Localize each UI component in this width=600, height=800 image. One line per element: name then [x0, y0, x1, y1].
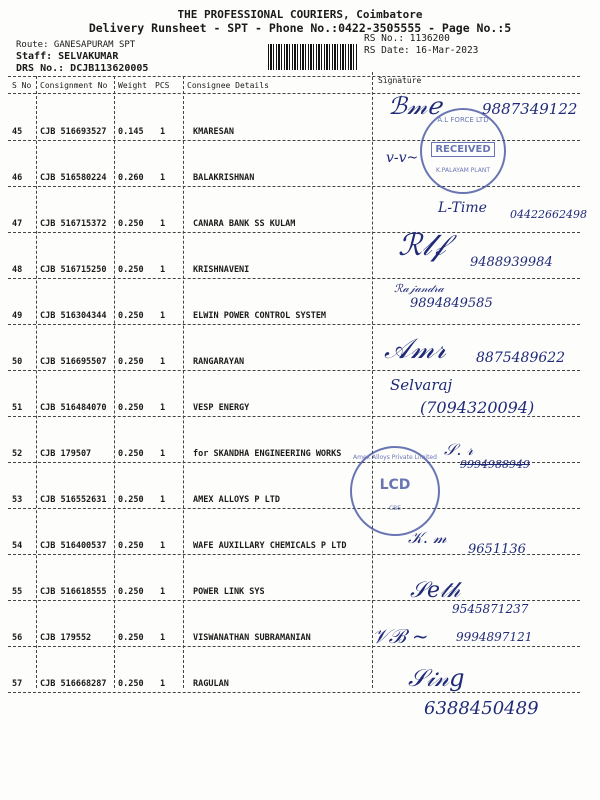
header-top-rule [8, 76, 580, 77]
row-consignment: CJB 516580224 [40, 173, 107, 183]
row-weight: 0.250 [118, 541, 144, 551]
row-consignee: RANGARAYAN [193, 357, 245, 367]
row-consignee: VESP ENERGY [193, 403, 250, 413]
col-pcs: PCS [155, 81, 170, 90]
row-sno: 51 [12, 403, 23, 413]
row-sno: 49 [12, 311, 23, 321]
row-sno: 56 [12, 633, 23, 643]
row-weight: 0.250 [118, 587, 144, 597]
row-weight: 0.250 [118, 679, 144, 689]
row-consignee: WAFE AUXILLARY CHEMICALS P LTD [193, 541, 347, 551]
row-pcs: 1 [160, 587, 166, 597]
col-sno: S No [12, 81, 32, 90]
row-sno: 52 [12, 449, 23, 459]
row-pcs: 1 [160, 679, 166, 689]
company-stamp: A.L FORCE LTD RECEIVED K.PALAYAM PLANT [420, 108, 506, 194]
col-divider [36, 76, 37, 688]
row-consignment: CJB 516400537 [40, 541, 107, 551]
signature-scrawl: 𝒮𝑒𝓉𝒽 [410, 578, 461, 603]
signature-scrawl: ℛ𝓁𝒻 [398, 228, 446, 263]
row-pcs: 1 [160, 173, 166, 183]
row-consignment: CJB 516668287 [40, 679, 107, 689]
row-weight: 0.250 [118, 633, 144, 643]
row-consignee: BALAKRISHNAN [193, 173, 255, 183]
row-rule [8, 186, 580, 187]
row-weight: 0.250 [118, 495, 144, 505]
row-weight: 0.260 [118, 173, 144, 183]
row-consignment: CJB 179507 [40, 449, 92, 459]
row-pcs: 1 [160, 127, 166, 137]
row-consignment: CJB 516304344 [40, 311, 107, 321]
row-consignee: CANARA BANK SS KULAM [193, 219, 296, 229]
handwritten-phone: 8875489622 [476, 350, 566, 366]
row-consignee: POWER LINK SYS [193, 587, 265, 597]
row-consignment: CJB 179552 [40, 633, 92, 643]
header-bottom-rule [8, 93, 580, 94]
col-consignee: Consignee Details [187, 81, 269, 90]
row-pcs: 1 [160, 633, 166, 643]
row-sno: 46 [12, 173, 23, 183]
barcode [268, 44, 358, 70]
handwritten-phone: 9545871237 [452, 602, 529, 616]
row-pcs: 1 [160, 541, 166, 551]
row-rule [8, 692, 580, 693]
document-title: THE PROFESSIONAL COURIERS, Coimbatore [177, 8, 423, 21]
col-consignment: Consignment No [40, 81, 108, 90]
row-consignment: CJB 516695507 [40, 357, 107, 367]
row-weight: 0.250 [118, 265, 144, 275]
row-weight: 0.250 [118, 219, 144, 229]
row-sno: 55 [12, 587, 23, 597]
row-consignee: RAGULAN [193, 679, 229, 689]
signature-scrawl: ℛ𝒶𝒿𝒶𝓃𝒹𝓇𝒶 [394, 282, 444, 295]
drs-label: DRS No.: DCJB113620005 [16, 63, 149, 74]
row-consignment: CJB 516715372 [40, 219, 107, 229]
row-consignment: CJB 516552631 [40, 495, 107, 505]
handwritten-name: Selvaraj [390, 376, 453, 394]
handwritten-phone: 04422662498 [510, 208, 587, 221]
row-weight: 0.250 [118, 311, 144, 321]
row-consignee: AMEX ALLOYS P LTD [193, 495, 280, 505]
company-stamp: Amex Alloys Private Limited LCD CBE [350, 446, 440, 536]
row-pcs: 1 [160, 495, 166, 505]
signature-scrawl: 𝒱ℬ ~ [372, 624, 429, 648]
row-sno: 53 [12, 495, 23, 505]
signature-scrawl: 𝒮. 𝓇 [444, 440, 474, 459]
row-rule [8, 232, 580, 233]
row-weight: 0.250 [118, 403, 144, 413]
row-consignee: VISWANATHAN SUBRAMANIAN [193, 633, 311, 643]
row-rule [8, 370, 580, 371]
row-sno: 48 [12, 265, 23, 275]
row-rule [8, 508, 580, 509]
signature-scrawl: 𝒦. 𝓂 [408, 528, 447, 547]
row-consignment: CJB 516484070 [40, 403, 107, 413]
row-weight: 0.250 [118, 357, 144, 367]
row-pcs: 1 [160, 265, 166, 275]
row-sno: 50 [12, 357, 23, 367]
handwritten-phone: 9994988949 [460, 458, 530, 471]
rs-date: RS Date: 16-Mar-2023 [364, 45, 479, 56]
handwritten-phone: 9887349122 [482, 100, 578, 118]
row-weight: 0.250 [118, 449, 144, 459]
handwritten-phone: 9651136 [468, 542, 526, 557]
row-sno: 47 [12, 219, 23, 229]
row-pcs: 1 [160, 219, 166, 229]
signature-scrawl: v-v~ [386, 150, 419, 166]
row-sno: 57 [12, 679, 23, 689]
staff-label: Staff: SELVAKUMAR [16, 51, 119, 62]
signature-scrawl: 𝒜𝓂𝓇 [384, 332, 446, 365]
document-subtitle: Delivery Runsheet - SPT - Phone No.:0422-3505555 - Page No.:5 [88, 21, 512, 35]
row-weight: 0.145 [118, 127, 144, 137]
row-consignee: KMARESAN [193, 127, 234, 137]
handwritten-phone: 6388450489 [424, 698, 539, 719]
row-consignment: CJB 516715250 [40, 265, 107, 275]
row-rule [8, 646, 580, 647]
row-consignee: KRISHNAVENI [193, 265, 250, 275]
col-weight: Weight [118, 81, 147, 90]
signature-scrawl: ℬ𝓂ℯ [388, 92, 442, 120]
handwritten-phone: (7094320094) [420, 398, 535, 417]
row-rule [8, 278, 580, 279]
col-divider [372, 72, 373, 688]
rs-number: RS No.: 1136200 [364, 33, 450, 44]
row-pcs: 1 [160, 449, 166, 459]
row-sno: 54 [12, 541, 23, 551]
row-rule [8, 600, 580, 601]
row-consignee: for SKANDHA ENGINEERING WORKS [193, 449, 342, 459]
row-consignment: CJB 516618555 [40, 587, 107, 597]
col-signature: Signature [378, 76, 422, 85]
row-consignment: CJB 516693527 [40, 127, 107, 137]
row-sno: 45 [12, 127, 23, 137]
col-divider [114, 76, 115, 688]
handwritten-note: L-Time [438, 200, 487, 216]
row-consignee: ELWIN POWER CONTROL SYSTEM [193, 311, 327, 321]
row-pcs: 1 [160, 311, 166, 321]
row-pcs: 1 [160, 403, 166, 413]
row-rule [8, 324, 580, 325]
col-divider [183, 76, 184, 688]
handwritten-phone: 9488939984 [470, 255, 553, 270]
handwritten-phone: 9894849585 [410, 296, 493, 311]
row-pcs: 1 [160, 357, 166, 367]
route-label: Route: GANESAPURAM SPT [16, 40, 136, 50]
handwritten-phone: 9994897121 [456, 630, 533, 644]
signature-scrawl: 𝒮𝒾𝓃𝑔 [408, 664, 465, 692]
